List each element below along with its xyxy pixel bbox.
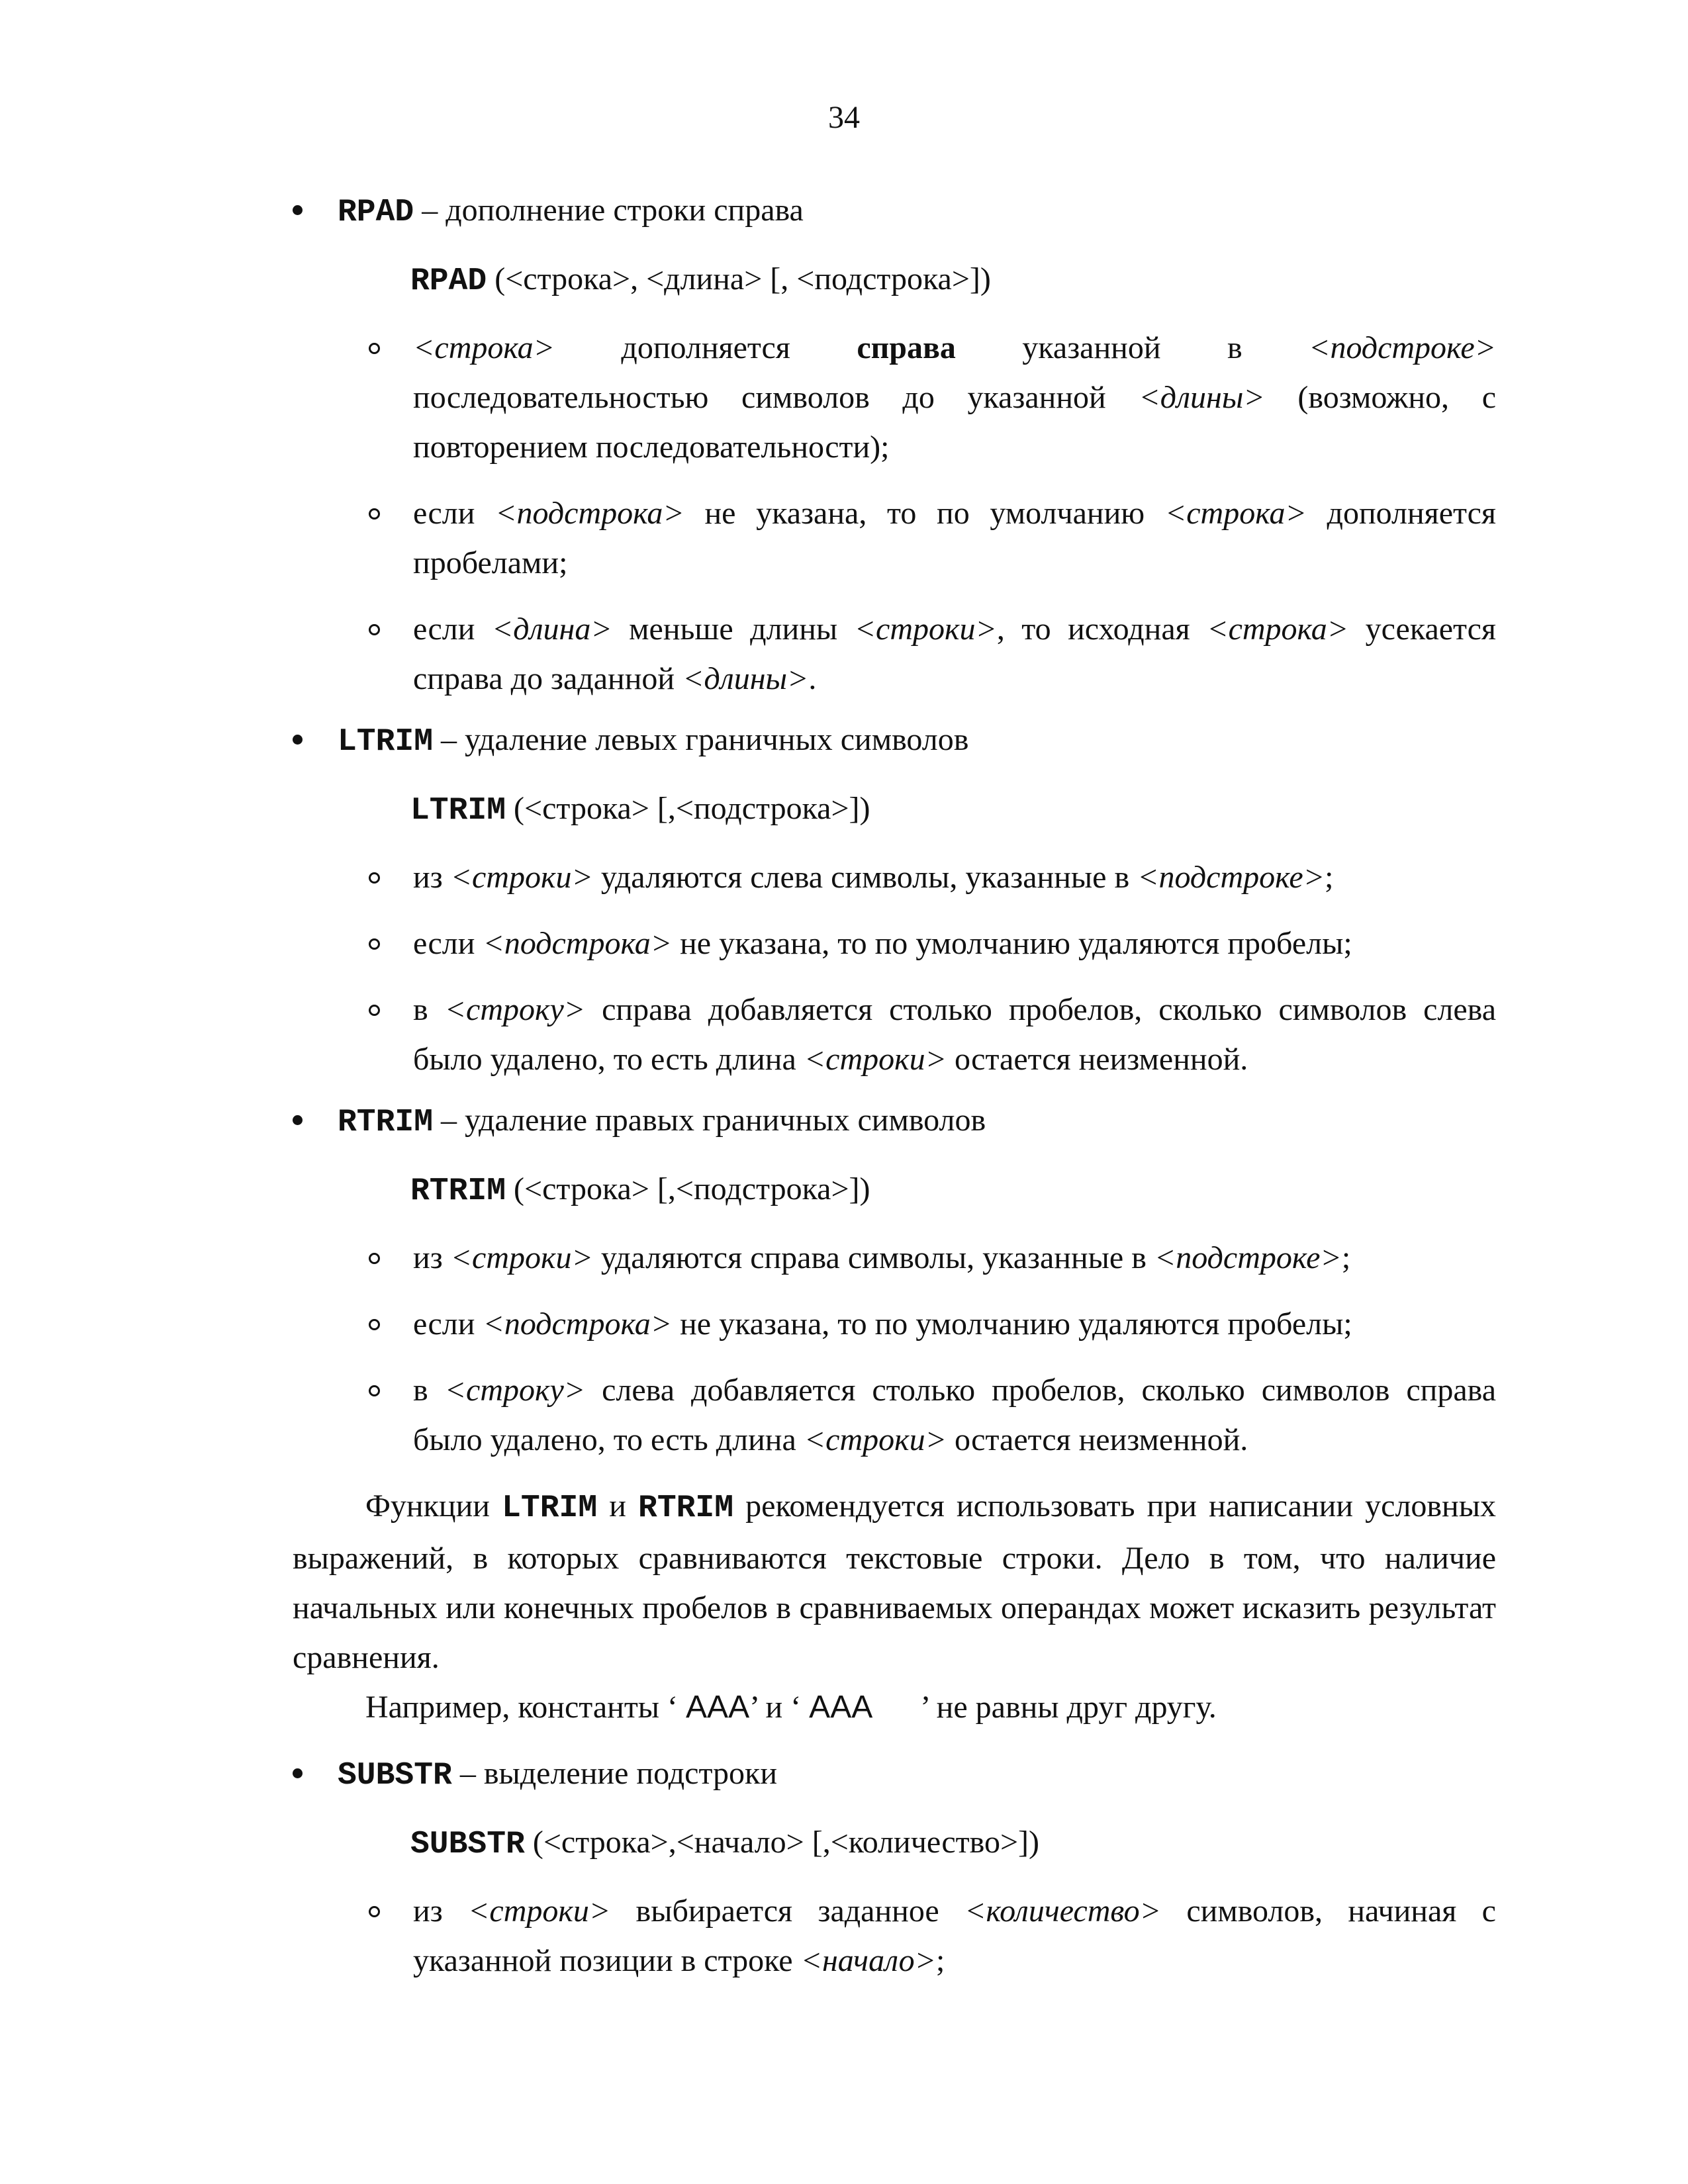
list-item: если <длина> меньше длины <строки>, то исходная <строка> усекается справа до заданной <длины>.	[293, 604, 1496, 704]
list-item: если <подстрока> не указана, то по умолчанию удаляются пробелы;	[293, 919, 1496, 968]
function-rpad	[293, 185, 1496, 704]
circle-bullet-icon	[369, 1319, 380, 1330]
list-item: в <строку> справа добавляется столько пробелов, сколько символов слева было удалено, то есть длина <строки> остается неизменной.	[293, 985, 1496, 1084]
list-item: <строка> дополняется справа указанной в <подстроке> последовательностью символов до указанной <длины> (возможно, с повторением последовательности);	[293, 323, 1496, 472]
function-name: LTRIM	[338, 724, 434, 760]
page-number: 34	[828, 100, 860, 135]
circle-bullet-icon	[369, 1385, 380, 1396]
list-item: из <строки> выбирается заданное <количество> символов, начиная с указанной позиции в строке <начало>;	[293, 1886, 1496, 1985]
page-content	[293, 185, 1496, 1985]
list-item: если <подстрока> не указана, то по умолчанию удаляются пробелы;	[293, 1299, 1496, 1349]
paragraph-trim-usage: Функции LTRIM и RTRIM рекомендуется использовать при написании условных выражений, в которых сравниваются текстовые строки. Дело в том, что наличие начальных или конечных пробелов в сравниваемых операндах может исказить результат сравнения.	[293, 1488, 1496, 1675]
function-description: – удаление правых граничных символов	[433, 1103, 986, 1138]
circle-bullet-icon	[369, 1005, 380, 1016]
list-item: из <строки> удаляются слева символы, указанные в <подстроке>;	[293, 852, 1496, 902]
circle-bullet-icon	[369, 872, 380, 884]
circle-bullet-icon	[369, 1253, 380, 1264]
function-name: RTRIM	[338, 1105, 434, 1140]
function-syntax: SUBSTR (<строка>,<начало> [,<количество>])	[410, 1825, 1039, 1862]
circle-bullet-icon	[369, 343, 380, 354]
function-name: SUBSTR	[338, 1758, 452, 1794]
circle-bullet-icon	[369, 1906, 380, 1917]
list-item: из <строки> удаляются справа символы, указанные в <подстроке>;	[293, 1233, 1496, 1283]
function-description: – выделение подстроки	[451, 1756, 778, 1791]
function-description: – удаление левых граничных символов	[433, 722, 969, 757]
function-substr	[293, 1749, 1496, 1985]
bullet-icon	[293, 205, 303, 215]
bullet-icon	[293, 1768, 303, 1778]
function-syntax: RPAD (<строка>, <длина> [, <подстрока>])	[410, 261, 991, 299]
circle-bullet-icon	[369, 508, 380, 520]
bullet-icon	[293, 1115, 303, 1125]
function-syntax: LTRIM (<строка> [,<подстрока>])	[410, 791, 870, 829]
list-item: если <подстрока> не указана, то по умолчанию <строка> дополняется пробелами;	[293, 488, 1496, 588]
function-rtrim	[293, 1095, 1496, 1465]
circle-bullet-icon	[369, 938, 380, 950]
circle-bullet-icon	[369, 624, 380, 635]
function-ltrim	[293, 715, 1496, 1084]
list-item: в <строку> слева добавляется столько пробелов, сколько символов справа было удалено, то есть длина <строки> остается неизменной.	[293, 1365, 1496, 1465]
function-syntax: RTRIM (<строка> [,<подстрока>])	[410, 1171, 870, 1209]
bullet-icon	[293, 735, 303, 745]
function-name: RPAD	[338, 195, 414, 230]
paragraph-example: Например, константы ‘ AAA’ и ‘ AAA ’ не равны друг другу.	[365, 1690, 1217, 1725]
function-description: – дополнение строки справа	[414, 193, 804, 228]
